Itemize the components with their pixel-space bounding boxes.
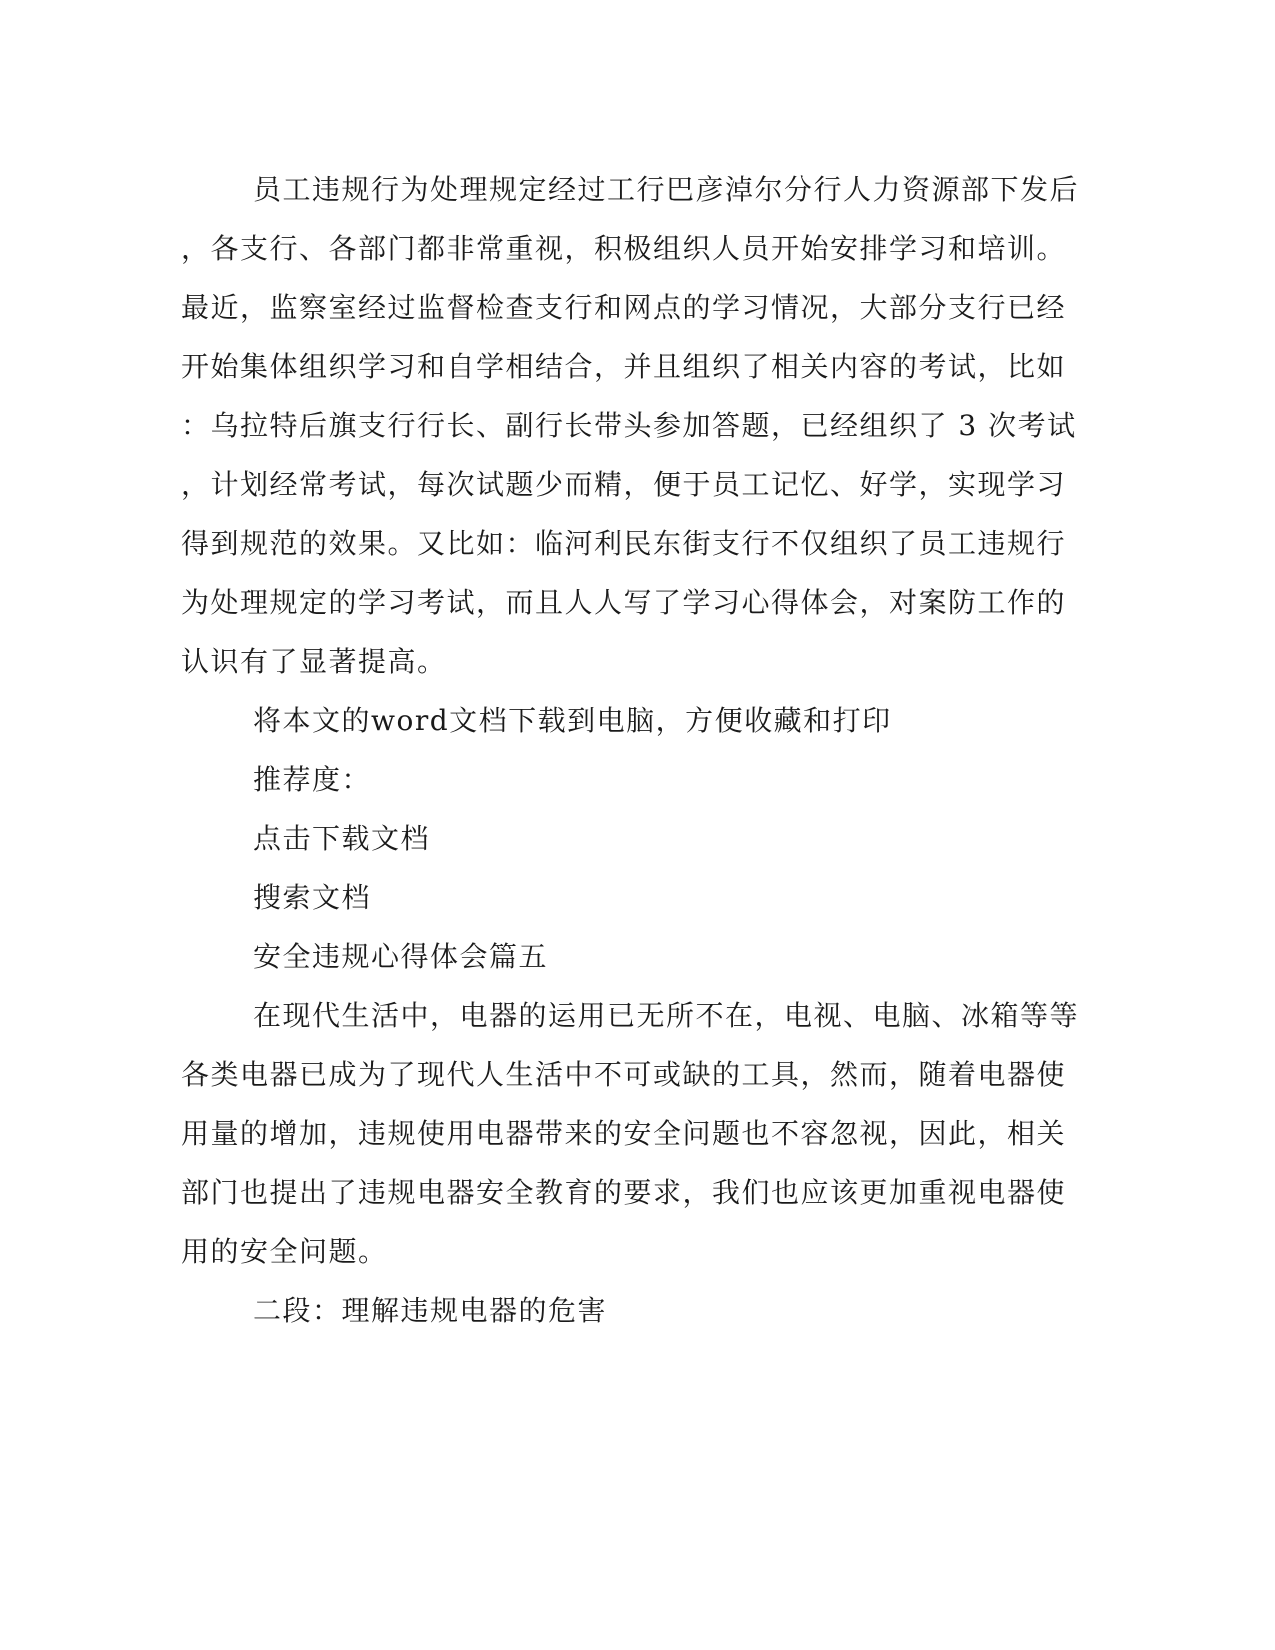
text-line: ，各支行、各部门都非常重视，积极组织人员开始安排学习和培训。 [181,232,1067,265]
text-line: 用的安全问题。 [181,1235,388,1268]
download-document-link[interactable]: 点击下载文档 [253,822,431,855]
document-body [181,160,1080,1340]
text-line: 部门也提出了违规电器安全教育的要求，我们也应该更加重视电器使 [181,1176,1067,1209]
recommend-label: 推荐度： [253,763,372,796]
text-line: ，计划经常考试，每次试题少而精，便于员工记忆、好学，实现学习 [181,468,1067,501]
text-line: 用量的增加，违规使用电器带来的安全问题也不容忽视，因此，相关 [181,1117,1067,1150]
subsection-title: 二段：理解违规电器的危害 [253,1294,608,1327]
section-title: 安全违规心得体会篇五 [253,940,549,973]
text-line: 认识有了显著提高。 [181,645,447,678]
text-line: 最近，监察室经过监督检查支行和网点的学习情况，大部分支行已经 [181,291,1067,324]
text-line: 在现代生活中，电器的运用已无所不在，电视、电脑、冰箱等等 [253,999,1080,1032]
text-line: 员工违规行为处理规定经过工行巴彦淖尔分行人力资源部下发后 [253,173,1080,206]
download-note: 将本文的word文档下载到电脑，方便收藏和打印 [253,704,892,737]
paragraph-bank-training [181,160,1080,691]
text-line: 得到规范的效果。又比如：临河利民东街支行不仅组织了员工违规行 [181,527,1067,560]
paragraph-electrical-safety [181,986,1080,1281]
text-line: 为处理规定的学习考试，而且人人写了学习心得体会，对案防工作的 [181,586,1067,619]
text-line: 开始集体组织学习和自学相结合，并且组织了相关内容的考试，比如 [181,350,1067,383]
text-line: ：乌拉特后旗支行行长、副行长带头参加答题，已经组织了 3 次考试 [181,409,1077,442]
text-line: 各类电器已成为了现代人生活中不可或缺的工具，然而，随着电器使 [181,1058,1067,1091]
search-document-link[interactable]: 搜索文档 [253,881,372,914]
